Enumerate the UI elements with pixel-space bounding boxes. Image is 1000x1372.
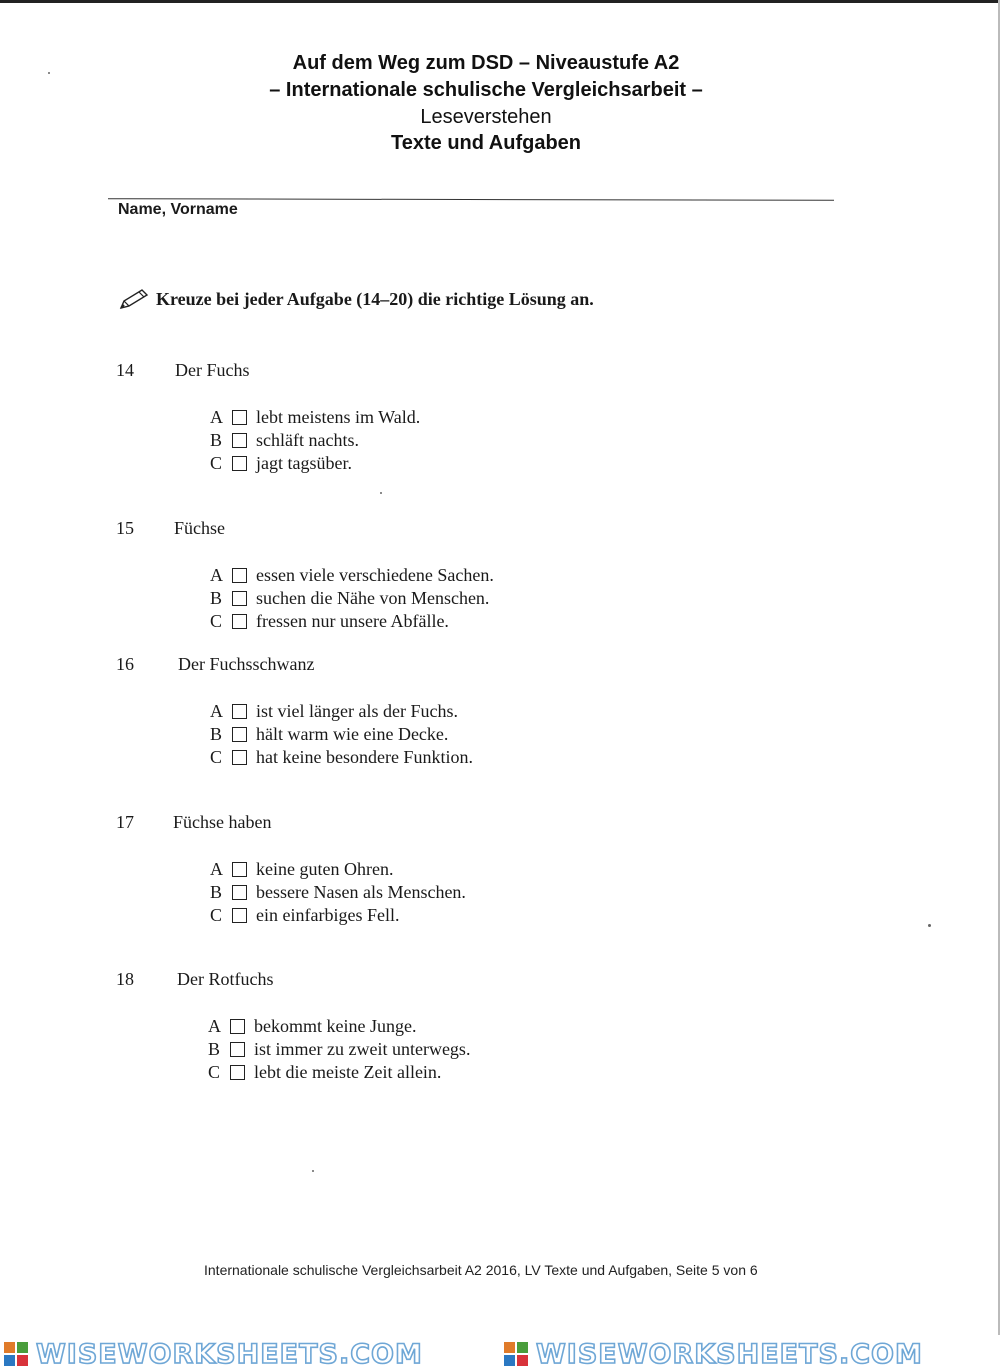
watermark-banner (0, 1336, 1000, 1372)
question-stem: Füchse haben (173, 812, 272, 832)
scan-speck (380, 492, 382, 494)
question-number: 14 (116, 360, 134, 380)
option-letter: C (210, 453, 223, 473)
page-top-edge (0, 0, 1000, 3)
option-a (210, 700, 473, 723)
watermark-text: WISEWORKSHEETS.COM (536, 1338, 923, 1370)
option-text: jagt tagsüber. (256, 453, 352, 473)
option-b (210, 723, 473, 746)
answer-checkbox[interactable] (232, 727, 247, 742)
scan-speck (928, 924, 931, 927)
worksheets-logo-icon (504, 1342, 530, 1366)
question-stem: Der Rotfuchs (177, 969, 274, 989)
question-number: 15 (116, 518, 134, 538)
answer-checkbox[interactable] (232, 591, 247, 606)
option-text: lebt die meiste Zeit allein. (254, 1062, 442, 1082)
option-b (210, 429, 420, 452)
scan-speck (312, 1170, 314, 1172)
option-letter: C (210, 905, 223, 925)
answer-checkbox[interactable] (230, 1042, 245, 1057)
option-c (210, 904, 466, 927)
option-letter: A (210, 565, 223, 585)
option-letter: A (210, 407, 223, 427)
option-text: ist immer zu zweit unterwegs. (254, 1039, 471, 1059)
question-stem: Füchse (174, 518, 225, 538)
option-letter: B (210, 430, 223, 450)
option-a (210, 564, 494, 587)
name-field-label: Name, Vorname (118, 201, 238, 218)
watermark (0, 1336, 500, 1372)
header-part: Texte und Aufgaben (391, 132, 581, 154)
option-letter: C (210, 611, 223, 631)
option-letter: B (208, 1039, 221, 1059)
answer-checkbox[interactable] (232, 456, 247, 471)
answer-checkbox[interactable] (230, 1065, 245, 1080)
watermark (500, 1336, 1000, 1372)
answer-options (208, 1015, 470, 1084)
option-text: suchen die Nähe von Menschen. (256, 588, 490, 608)
header-subtitle: – Internationale schulische Vergleichsarbeit – (269, 79, 703, 101)
option-a (208, 1015, 470, 1038)
answer-options (210, 406, 420, 475)
option-text: hat keine besondere Funktion. (256, 747, 473, 767)
page-footer: Internationale schulische Vergleichsarbeit A2 2016, LV Texte und Aufgaben, Seite 5 von 6 (204, 1262, 758, 1278)
option-c (210, 746, 473, 769)
question-stem: Der Fuchsschwanz (178, 654, 315, 674)
option-letter: B (210, 588, 223, 608)
option-letter: B (210, 882, 223, 902)
question-stem: Der Fuchs (175, 360, 250, 380)
option-c (208, 1061, 470, 1084)
answer-checkbox[interactable] (232, 885, 247, 900)
option-text: keine guten Ohren. (256, 859, 394, 879)
option-a (210, 858, 466, 881)
option-b (210, 881, 466, 904)
answer-options (210, 700, 473, 769)
answer-checkbox[interactable] (232, 410, 247, 425)
option-text: bekommt keine Junge. (254, 1016, 417, 1036)
option-text: bessere Nasen als Menschen. (256, 882, 466, 902)
option-c (210, 452, 420, 475)
answer-checkbox[interactable] (230, 1019, 245, 1034)
answer-checkbox[interactable] (232, 568, 247, 583)
option-text: lebt meistens im Wald. (256, 407, 421, 427)
answer-checkbox[interactable] (232, 433, 247, 448)
question-number: 18 (116, 969, 134, 989)
option-letter: B (210, 724, 223, 744)
answer-checkbox[interactable] (232, 704, 247, 719)
answer-checkbox[interactable] (232, 614, 247, 629)
option-text: ist viel länger als der Fuchs. (256, 701, 458, 721)
option-letter: A (210, 701, 223, 721)
pencil-icon (118, 288, 150, 310)
question-number: 16 (116, 654, 134, 674)
answer-options (210, 858, 466, 927)
watermark-text: WISEWORKSHEETS.COM (36, 1338, 423, 1370)
answer-options (210, 564, 494, 633)
instruction (118, 288, 594, 310)
header-title: Auf dem Weg zum DSD – Niveaustufe A2 (292, 52, 680, 74)
instruction-text: Kreuze bei jeder Aufgabe (14–20) die richtige Lösung an. (156, 288, 594, 309)
option-b (208, 1038, 470, 1061)
answer-checkbox[interactable] (232, 908, 247, 923)
option-letter: A (210, 859, 223, 879)
option-text: hält warm wie eine Decke. (256, 724, 449, 744)
option-text: essen viele verschiedene Sachen. (256, 565, 494, 585)
answer-checkbox[interactable] (232, 750, 247, 765)
option-c (210, 610, 494, 633)
option-text: fressen nur unsere Abfälle. (256, 611, 449, 631)
option-text: ein einfarbiges Fell. (256, 905, 400, 925)
answer-checkbox[interactable] (232, 862, 247, 877)
option-b (210, 587, 494, 610)
option-a (210, 406, 420, 429)
option-text: schläft nachts. (256, 430, 359, 450)
document-header (0, 50, 1000, 156)
option-letter: C (208, 1062, 221, 1082)
question-number: 17 (116, 812, 134, 832)
header-section: Leseverstehen (420, 106, 552, 128)
worksheets-logo-icon (4, 1342, 30, 1366)
option-letter: C (210, 747, 223, 767)
option-letter: A (208, 1016, 221, 1036)
